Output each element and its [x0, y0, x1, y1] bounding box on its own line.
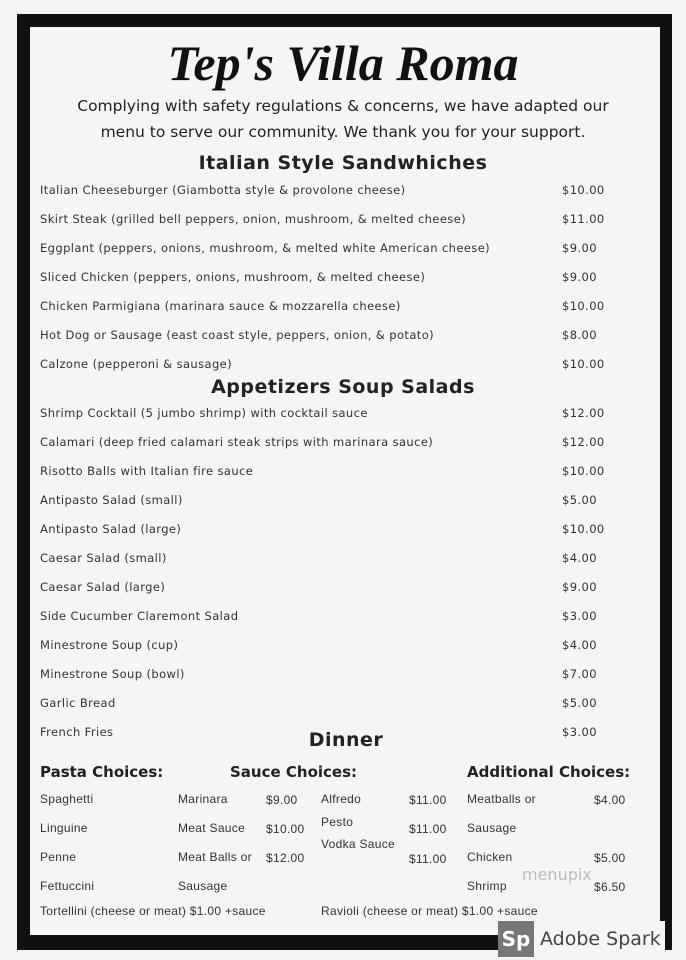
sauce-item: Sausage	[178, 879, 228, 893]
menu-item	[40, 212, 610, 241]
item-name: Antipasto Salad (large)	[40, 522, 182, 536]
additional-item: Shrimp	[467, 879, 507, 893]
item-price: $3.00	[562, 609, 597, 623]
menu-item	[40, 522, 610, 551]
item-price: $11.00	[562, 212, 605, 226]
pasta-item: Spaghetti	[40, 792, 94, 806]
additional-item: Chicken	[467, 850, 513, 864]
item-price: $10.00	[562, 357, 605, 371]
item-price: $10.00	[562, 522, 605, 536]
item-name: Caesar Salad (large)	[40, 580, 166, 594]
ravioli-note: Ravioli (cheese or meat) $1.00 +sauce	[321, 904, 538, 918]
menu-item	[40, 696, 610, 725]
menu-item	[40, 464, 610, 493]
menu-item	[40, 609, 610, 638]
item-price: $9.00	[562, 580, 597, 594]
sauce-price: $9.00	[266, 793, 298, 807]
item-price: $3.00	[562, 725, 597, 739]
item-name: Hot Dog or Sausage (east coast style, peppers, onion, & potato)	[40, 328, 435, 342]
adobe-spark-badge	[498, 921, 665, 957]
item-price: $7.00	[562, 667, 597, 681]
appetizers-list	[40, 406, 610, 754]
item-price: $12.00	[562, 435, 605, 449]
pasta-item: Linguine	[40, 821, 88, 835]
menu-item	[40, 667, 610, 696]
item-name: Eggplant (peppers, onions, mushroom, & melted white American cheese)	[40, 241, 491, 255]
sauce-item: Meat Sauce	[178, 821, 246, 835]
menu-item	[40, 241, 610, 270]
pasta-item: Penne	[40, 850, 77, 864]
item-price: $10.00	[562, 299, 605, 313]
item-name: Skirt Steak (grilled bell peppers, onion, mushroom, & melted cheese)	[40, 212, 467, 226]
item-price: $5.00	[562, 493, 597, 507]
menu-item	[40, 493, 610, 522]
appetizers-heading: Appetizers Soup Salads	[211, 376, 475, 398]
item-name: Antipasto Salad (small)	[40, 493, 183, 507]
menu-item	[40, 580, 610, 609]
item-price: $9.00	[562, 241, 597, 255]
item-name: French Fries	[40, 725, 114, 739]
sauce-heading: Sauce Choices:	[230, 763, 358, 781]
tortellini-note: Tortellini (cheese or meat) $1.00 +sauce	[40, 904, 266, 918]
sandwiches-heading: Italian Style Sandwhiches	[198, 152, 488, 174]
item-name: Minestrone Soup (cup)	[40, 638, 179, 652]
sauce-price: $12.00	[266, 851, 305, 865]
additional-item: Meatballs or	[467, 792, 536, 806]
item-name: Shrimp Cocktail (5 jumbo shrimp) with cocktail sauce	[40, 406, 368, 420]
pasta-heading: Pasta Choices:	[40, 763, 164, 781]
additional-item: Sausage	[467, 821, 517, 835]
item-name: Calzone (pepperoni & sausage)	[40, 357, 233, 371]
menu-item	[40, 299, 610, 328]
sauce-item: Vodka Sauce	[321, 837, 396, 851]
item-name: Sliced Chicken (peppers, onions, mushroom, & melted cheese)	[40, 270, 426, 284]
menu-item	[40, 183, 610, 212]
sauce-item: Pesto	[321, 815, 354, 829]
item-name: Chicken Parmigiana (marinara sauce & mozzarella cheese)	[40, 299, 401, 313]
sauce-price: $10.00	[266, 822, 305, 836]
item-price: $5.00	[562, 696, 597, 710]
additional-price: $6.50	[594, 880, 626, 894]
sauce-item: Marinara	[178, 792, 228, 806]
adobe-spark-logo-icon: Sp	[498, 921, 534, 957]
pasta-item: Fettuccini	[40, 879, 95, 893]
item-name: Caesar Salad (small)	[40, 551, 167, 565]
notice-line-1: Complying with safety regulations & concerns, we have adapted our	[77, 97, 609, 115]
menu-item	[40, 551, 610, 580]
sandwiches-list	[40, 183, 610, 386]
item-price: $8.00	[562, 328, 597, 342]
item-price: $4.00	[562, 638, 597, 652]
sauce-item: Meat Balls or	[178, 850, 252, 864]
item-price: $10.00	[562, 183, 605, 197]
dinner-heading: Dinner	[308, 729, 384, 751]
sauce-price: $11.00	[409, 793, 447, 807]
item-name: Calamari (deep fried calamari steak strips with marinara sauce)	[40, 435, 434, 449]
adobe-spark-text: Adobe Spark	[540, 928, 661, 950]
menu-item	[40, 435, 610, 464]
menu-item	[40, 270, 610, 299]
item-price: $10.00	[562, 464, 605, 478]
menu-item	[40, 638, 610, 667]
menu-item	[40, 328, 610, 357]
notice-line-2: menu to serve our community. We thank you for your support.	[100, 123, 586, 141]
item-name: Italian Cheeseburger (Giambotta style & provolone cheese)	[40, 183, 406, 197]
item-name: Minestrone Soup (bowl)	[40, 667, 185, 681]
item-price: $4.00	[562, 551, 597, 565]
watermark: menupix	[522, 865, 592, 884]
item-name: Risotto Balls with Italian fire sauce	[40, 464, 254, 478]
menu-item	[40, 406, 610, 435]
sauce-price: $11.00	[409, 822, 447, 836]
additional-price: $4.00	[594, 793, 626, 807]
sauce-item: Alfredo	[321, 792, 362, 806]
additional-price: $5.00	[594, 851, 626, 865]
item-name: Side Cucumber Claremont Salad	[40, 609, 239, 623]
item-price: $9.00	[562, 270, 597, 284]
item-price: $12.00	[562, 406, 605, 420]
item-name: Garlic Bread	[40, 696, 116, 710]
restaurant-title: Tep's Villa Roma	[167, 35, 519, 91]
additional-heading: Additional Choices:	[467, 763, 631, 781]
sauce-price: $11.00	[409, 852, 447, 866]
